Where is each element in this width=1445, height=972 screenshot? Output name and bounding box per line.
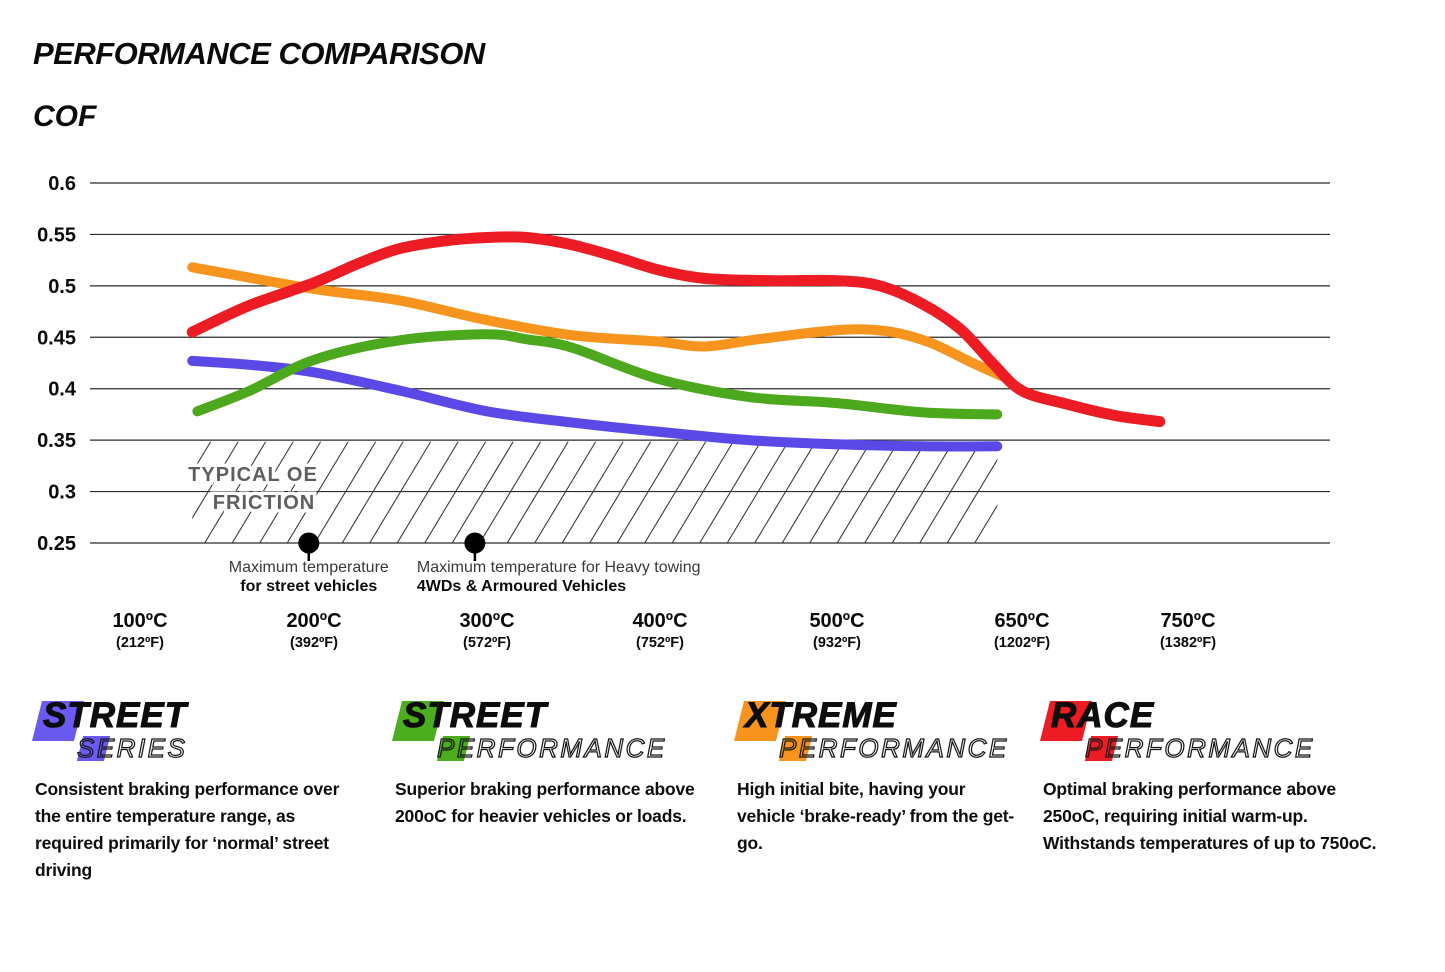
hatch-line — [562, 442, 623, 543]
race-performance-logo — [1043, 698, 1379, 772]
annotation-dot — [464, 533, 485, 554]
hatch-line — [892, 442, 953, 543]
legend-item-street-performance — [395, 698, 717, 830]
hatch-line — [535, 442, 596, 543]
y-tick-label: 0.35 — [37, 430, 76, 453]
hatch-line — [947, 442, 1008, 543]
hatch-line — [920, 442, 981, 543]
legend-item-race-performance — [1043, 698, 1379, 857]
hatch-line — [865, 442, 926, 543]
hatch-line — [590, 442, 651, 543]
x-tick-label-c: 100ºC — [112, 610, 168, 632]
x-tick-label-c: 500ºC — [809, 610, 865, 632]
x-tick-label-f: (212ºF) — [115, 635, 165, 651]
x-tick-label-c: 650ºC — [994, 610, 1050, 632]
legend-item-street-series — [35, 698, 367, 884]
hatch-line — [975, 442, 1036, 543]
logo-word-secondary: PERFORMANCE — [1085, 733, 1315, 763]
logo-word-primary: RACE — [1051, 696, 1155, 735]
hatch-line — [315, 442, 376, 543]
y-tick-label: 0.45 — [37, 327, 76, 350]
x-tick-label-f: (752ºF) — [635, 635, 685, 651]
y-tick-label: 0.6 — [48, 173, 76, 195]
xtreme-performance-logo — [737, 698, 1015, 772]
annotation-dot — [298, 533, 319, 554]
hatch-line — [672, 442, 733, 543]
legend-description: Consistent braking performance over the entire temperature range, as required primarily for ‘normal’ street driving — [35, 779, 340, 880]
hatch-line — [507, 442, 568, 543]
logo-word-secondary: PERFORMANCE — [779, 733, 1009, 763]
y-tick-label: 0.5 — [48, 275, 76, 298]
logo-word-secondary-svg — [777, 731, 1067, 769]
logo-word-primary: STREET — [43, 696, 188, 735]
hatch-line — [1002, 442, 1063, 543]
hatch-line — [617, 442, 678, 543]
hatch-line — [700, 442, 761, 543]
hatch-line — [425, 442, 486, 543]
hatch-line — [397, 442, 458, 543]
annotation-text-line2: for street vehicles — [240, 578, 378, 595]
hatch-line — [782, 442, 843, 543]
street-series-logo — [35, 698, 367, 772]
logo-word-secondary: SERIES — [77, 733, 188, 763]
annotation-text-line1: Maximum temperature for Heavy towing — [416, 559, 701, 576]
legend-description: Optimal braking performance above 250oC, requiring initial warm-up. Withstands temperatures of up to 750oC. — [1043, 779, 1377, 853]
x-tick-label-f: (1202ºF) — [993, 635, 1051, 651]
page-title: PERFORMANCE COMPARISON — [33, 36, 485, 71]
hatch-line — [122, 442, 183, 543]
y-tick-label: 0.25 — [37, 533, 76, 555]
logo-word-primary: STREET — [403, 696, 548, 735]
series-line-race-performance — [192, 237, 1160, 422]
street-performance-logo — [395, 698, 717, 772]
x-tick-label-f: (572ºF) — [462, 635, 512, 651]
annotation-text-line2: 4WDs & Armoured Vehicles — [416, 578, 627, 595]
x-tick-label-f: (932ºF) — [812, 635, 862, 651]
logo-word-primary: XTREME — [745, 696, 897, 735]
hatch-line — [810, 442, 871, 543]
x-tick-label-c: 400ºC — [632, 610, 688, 632]
annotation-text-line1: Maximum temperature — [228, 559, 389, 576]
logo-word-secondary-svg — [1083, 731, 1373, 769]
y-axis-title: COF — [33, 100, 97, 133]
hatch-line — [150, 442, 211, 543]
hatch-line — [370, 442, 431, 543]
y-tick-label: 0.3 — [48, 481, 76, 504]
hatch-line — [452, 442, 513, 543]
hatch-line — [645, 442, 706, 543]
hatch-line — [727, 442, 788, 543]
y-tick-label: 0.4 — [48, 378, 76, 401]
hatch-line — [837, 442, 898, 543]
hatch-line — [342, 442, 403, 543]
x-tick-label-c: 750ºC — [1160, 610, 1216, 632]
oe-band-label-line2: FRICTION — [212, 492, 316, 514]
x-tick-label-f: (392ºF) — [289, 635, 339, 651]
logo-word-secondary-svg — [75, 731, 365, 769]
legend-item-xtreme-performance — [737, 698, 1015, 857]
hatch-line — [755, 442, 816, 543]
oe-band-label-line1: TYPICAL OE — [188, 464, 318, 486]
legend-description: High initial bite, having your vehicle ‘brake-ready’ from the get-go. — [737, 779, 1014, 853]
x-tick-label-f: (1382ºF) — [1159, 635, 1217, 651]
logo-word-secondary-svg — [435, 731, 725, 769]
x-tick-label-c: 300ºC — [459, 610, 515, 632]
logo-word-secondary: PERFORMANCE — [437, 733, 667, 763]
legend-description: Superior braking performance above 200oC for heavier vehicles or loads. — [395, 779, 695, 826]
x-tick-label-c: 200ºC — [286, 610, 342, 632]
hatch-line — [480, 442, 541, 543]
y-tick-label: 0.55 — [37, 224, 76, 247]
